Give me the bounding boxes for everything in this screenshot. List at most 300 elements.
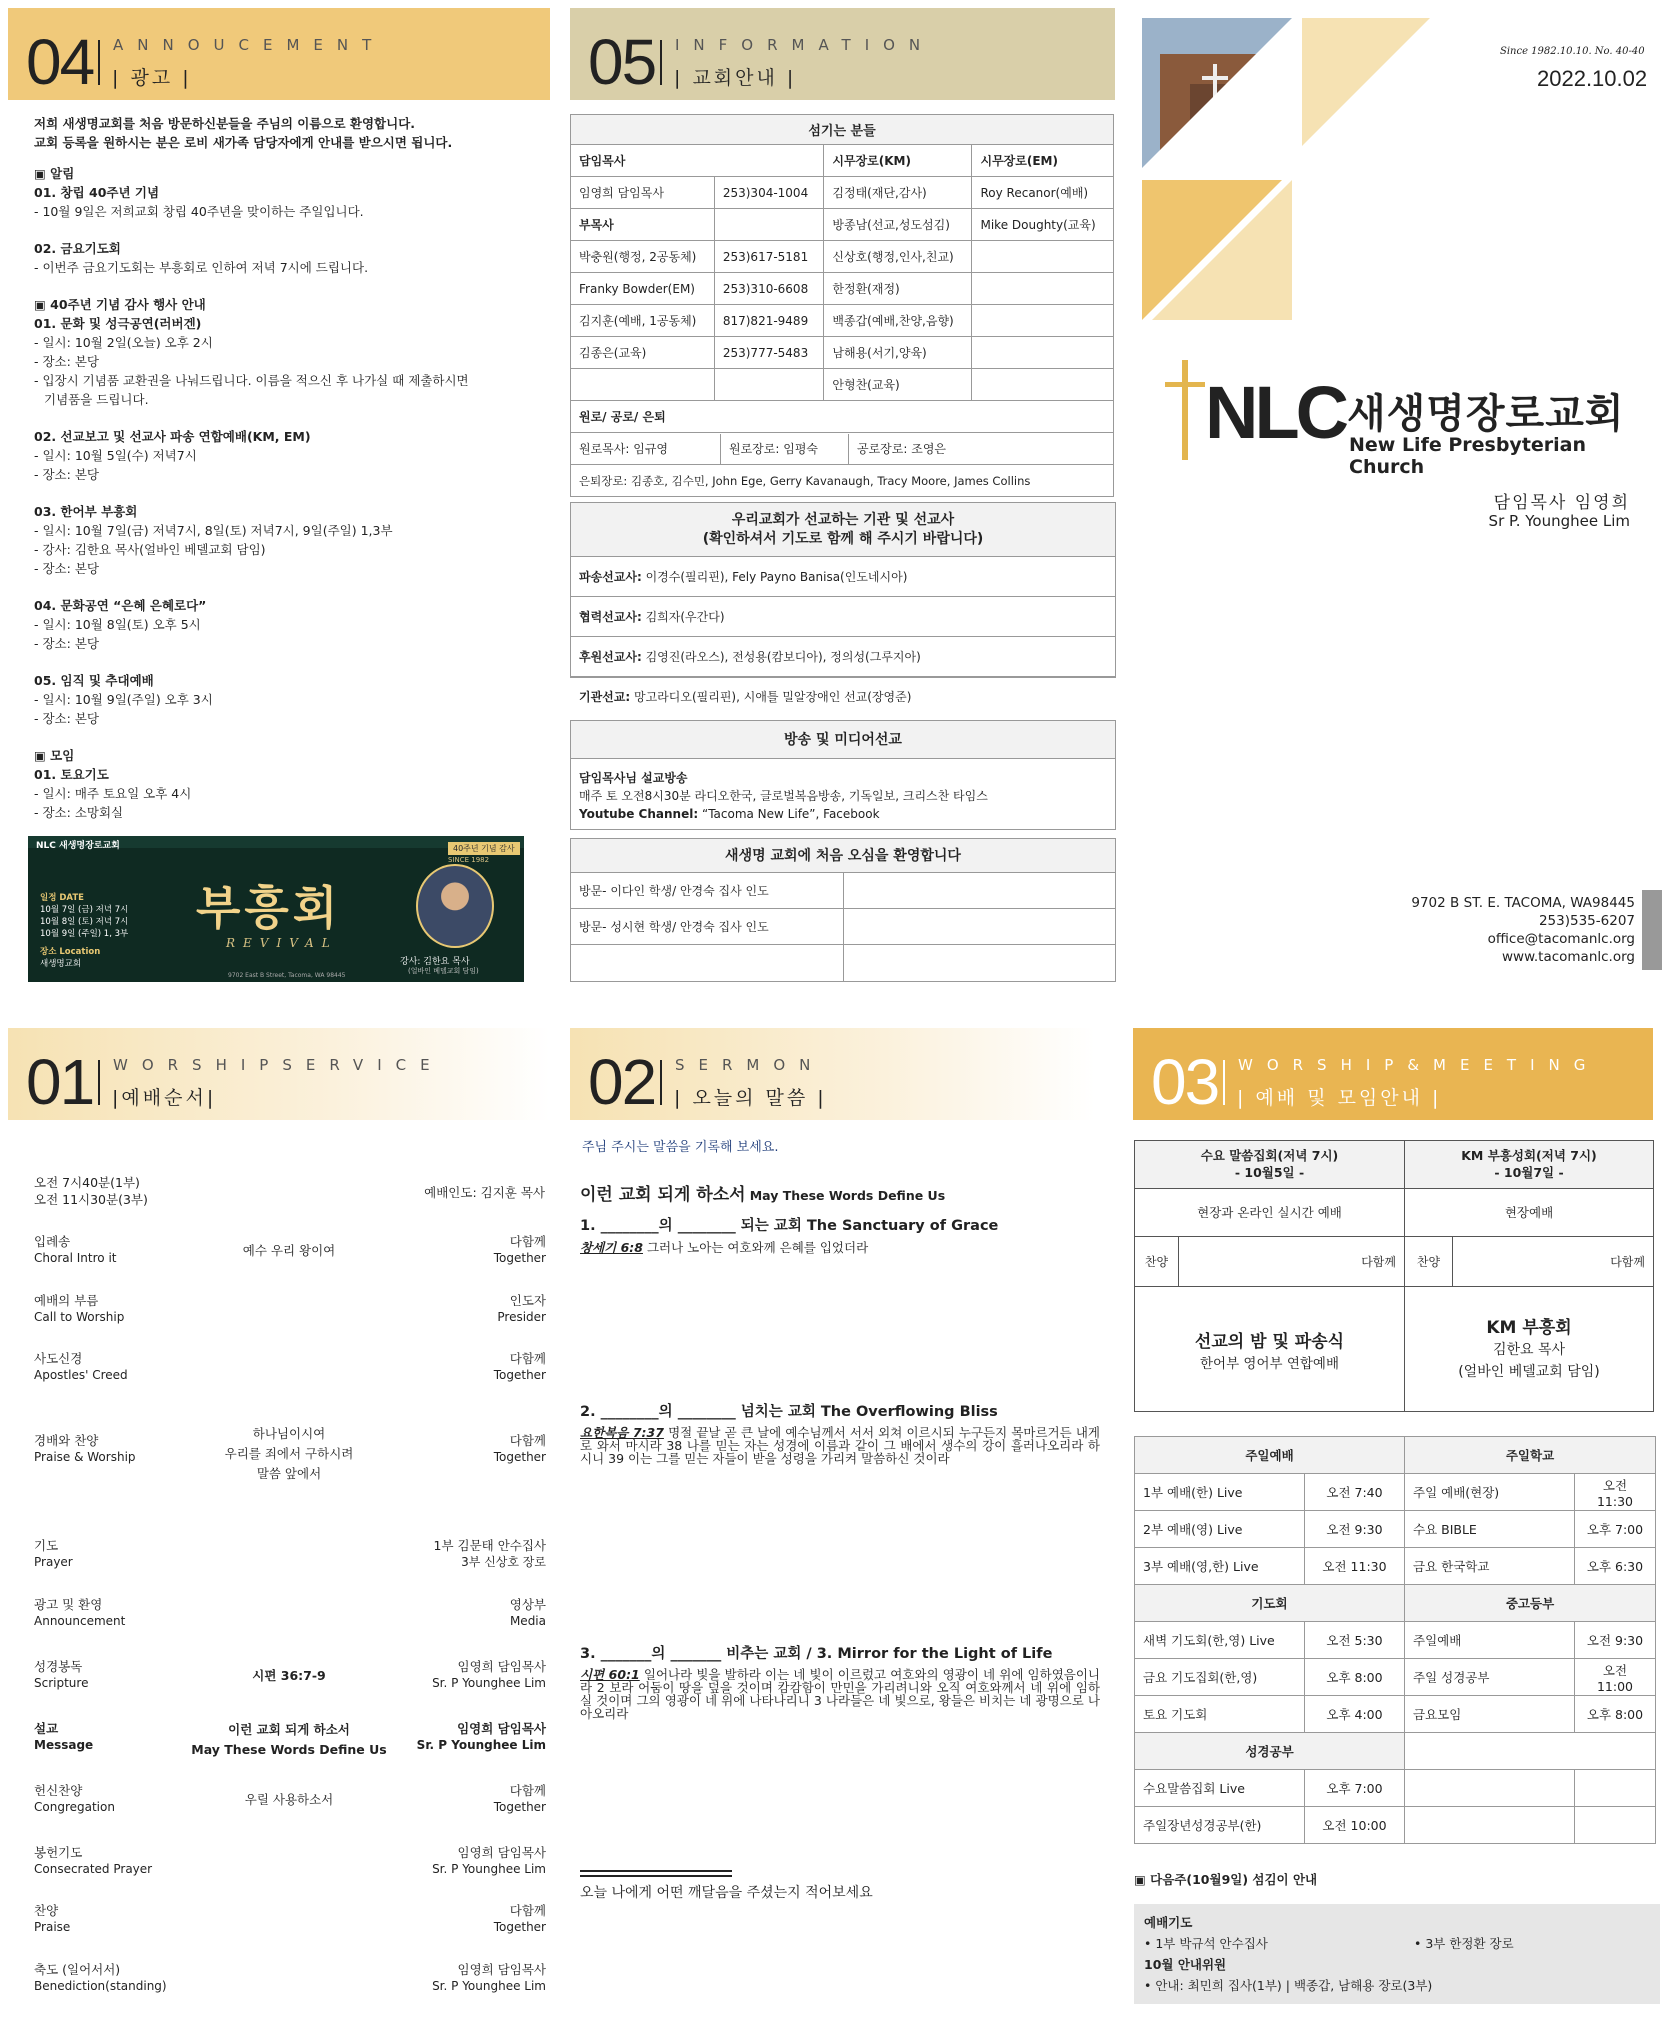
- section-number: 05: [588, 26, 656, 98]
- missions-head: [571, 503, 1115, 557]
- schedule-cell: 오전 11:30: [1305, 1548, 1405, 1585]
- point-3: 3. _______의 _______ 비추는 교회 / 3. Mirror for the Light of Life: [580, 1646, 1053, 1662]
- notice-2-title: 02. 금요기도회: [34, 241, 121, 256]
- speaker-photo: [416, 864, 494, 948]
- mission-value: 이경수(필리핀), Fely Payno Banisa(인도네시아): [645, 570, 908, 584]
- section-number: 01: [26, 1046, 94, 1118]
- banner-schedule: [40, 892, 185, 970]
- event-2-title: 02. 선교보고 및 선교사 파송 연합예배(KM, EM): [34, 429, 311, 444]
- worship-item-ko: 축도 (일어서서): [34, 1962, 121, 1977]
- staff-row: [571, 209, 1114, 241]
- worship-item-ko: 설교: [34, 1721, 59, 1736]
- event-2-date: - 10월7일 -: [1494, 1165, 1564, 1180]
- staff-phone: [714, 369, 824, 401]
- staff-cell: [972, 337, 1114, 369]
- worship-item-ko: 입례송: [34, 1234, 71, 1249]
- worship-item: [34, 1596, 546, 1640]
- section-notice: ▣ 알림: [34, 166, 75, 181]
- elder-emeritus-pastor: 원로목사: 임규영: [571, 434, 721, 464]
- revival-banner[interactable]: [28, 836, 524, 982]
- staff-cell: [972, 305, 1114, 337]
- mission-row-1: [571, 557, 1115, 597]
- worship-item-en: Announcement: [34, 1614, 126, 1628]
- event-1-main-sub: 한어부 영어부 연합예배: [1200, 1356, 1339, 1372]
- worship-item: [34, 1902, 546, 1946]
- elder-honorary: 공로장로: 조영은: [857, 442, 947, 456]
- meeting-1-title: 01. 토요기도: [34, 767, 109, 782]
- worship-item: [34, 1720, 546, 1764]
- staff-cell: [972, 241, 1114, 273]
- staff-cell: 안형찬(교육): [824, 369, 972, 401]
- visitor-row: [571, 873, 1115, 909]
- schedule-cell: 오전 11:30: [1575, 1474, 1656, 1511]
- banner-title: 부흥회: [196, 881, 342, 935]
- banner-place: 새생명교회: [40, 959, 82, 969]
- schedule-cell: [1575, 1807, 1656, 1844]
- worship-item-ko: 예배의 부름: [34, 1293, 99, 1308]
- divider: [660, 1060, 662, 1105]
- staff-cell: 한정환(재정): [824, 273, 972, 305]
- schedule-cell: 오후 8:00: [1305, 1659, 1405, 1696]
- banner-logo: NLC 새생명장로교회: [36, 841, 120, 851]
- worship-item-leader-en: Sr. P Younghee Lim: [432, 1979, 546, 1993]
- verse-text: 명절 끝날 곧 큰 날에 예수님께서 서서 외쳐 이르시되 누구든지 목마르거든 내게로 와서 마시라 38 나를 믿는 자는 성경에 이름과 같이 그 배에서 생수의 강이 흘러나오리라 하시니 39 이는 그를 믿는 자들이 받을 성령을 가리켜 말씀하신 것이라: [580, 1425, 1100, 1466]
- church-address: 9702 B ST. E. TACOMA, WA98445: [1411, 895, 1635, 911]
- staff-title: 섬기는 분들: [571, 115, 1114, 145]
- banner-place-label: 장소 Location: [40, 947, 101, 957]
- write-line-2: [580, 1875, 732, 1877]
- worship-item-en: Congregation: [34, 1800, 115, 1814]
- staff-cell: 신상호(행정,인사,친교): [824, 241, 972, 273]
- staff-cell: Mike Doughty(교육): [972, 209, 1114, 241]
- schedule-cell: 오전 5:30: [1305, 1622, 1405, 1659]
- notice-1-text: - 10월 9일은 저희교회 창립 40주년을 맞이하는 주일입니다.: [34, 204, 364, 219]
- staff-phone: 817)821-9489: [714, 305, 824, 337]
- schedule-cell: [1405, 1770, 1575, 1807]
- staff-cell: Franky Bowder(EM): [571, 273, 715, 305]
- elder-head: 원로/ 공로/ 은퇴: [571, 401, 1114, 433]
- verse-ref: 요한복음 7:37: [580, 1425, 664, 1440]
- banner-subtitle: REVIVAL: [226, 936, 338, 950]
- staff-cell: [972, 369, 1114, 401]
- worship-item: [34, 1658, 546, 1702]
- mission-row-3: [571, 637, 1115, 677]
- banner-since: SINCE 1982: [448, 856, 490, 864]
- divider: [1223, 1060, 1225, 1105]
- sermon-title: 이런 교회 되게 하소서: [580, 1185, 746, 1205]
- col-elders-km: 시무장로(KM): [824, 145, 972, 177]
- event-2-main-title: KM 부흥회: [1486, 1318, 1572, 1338]
- information-header: [570, 8, 1115, 100]
- event-2-speaker-sub: (얼바인 베델교회 담임): [1458, 1364, 1600, 1380]
- schedule-table: [1134, 1436, 1656, 1844]
- missions-title: 우리교회가 선교하는 기관 및 선교사: [731, 512, 955, 528]
- event-1-head: [1135, 1141, 1405, 1189]
- guide-1: • 안내: 최민희 집사(1부) | 백종갑, 남해용 장로(3부): [1144, 1978, 1433, 1993]
- section-ko-title: |예배순서|: [112, 1087, 217, 1109]
- guide-heading: 10월 안내위원: [1144, 1957, 1227, 1972]
- staff-cell: [571, 369, 715, 401]
- section-number: 04: [26, 26, 94, 98]
- missions-box: [570, 502, 1116, 704]
- visitors-box: [570, 838, 1116, 982]
- section-en-title: WORSHIP&MEETING: [1238, 1056, 1600, 1074]
- worship-item-en: Scripture: [34, 1676, 89, 1690]
- schedule-cell: 수요 BIBLE: [1405, 1511, 1575, 1548]
- pastor-name-en: Sr P. Younghee Lim: [1488, 512, 1630, 530]
- staff-cell: 방종남(선교,성도섬김): [824, 209, 972, 241]
- schedule-cell: 오전 7:40: [1305, 1474, 1405, 1511]
- staff-cell: Roy Recanor(예배): [972, 177, 1114, 209]
- church-phone: 253)535-6207: [1538, 913, 1635, 929]
- schedule-cell: 금요모임: [1405, 1696, 1575, 1733]
- staff-cell: 남해용(서기,양육): [824, 337, 972, 369]
- worship-item-leader: 인도자: [509, 1293, 546, 1308]
- worship-item: [34, 1537, 546, 1581]
- worship-item-content-3: 말씀 앞에서: [256, 1466, 322, 1481]
- worship-item-en: Choral Intro it: [34, 1251, 117, 1265]
- section-ko-title: | 교회안내 |: [674, 67, 797, 89]
- event-2-speaker: 김한요 목사: [1492, 1342, 1566, 1358]
- staff-row: [571, 177, 1114, 209]
- verse-text: 일어나라 빛을 발하라 이는 네 빛이 이르렀고 여호와의 영광이 네 위에 임하였음이니라 2 보라 어둠이 땅을 덮을 것이며 캄캄함이 만민을 가리려니와 오직 여호와께서 네 위에 임하실 것이며 그의 영광이 네 위에 나타나리니 3 나라들은 네 빛으로, 왕들은 비치는 네 광명으로 나아오리라: [580, 1667, 1100, 1721]
- mission-value: 김희자(우간다): [645, 610, 725, 624]
- sermon-title-line: [580, 1180, 945, 1205]
- worship-item-content-1: 예수 우리 왕이여: [242, 1243, 336, 1258]
- worship-item-leader-en: Sr. P Younghee Lim: [432, 1676, 546, 1690]
- schedule-cell: 금요 한국학교: [1405, 1548, 1575, 1585]
- hymn-label-1: 찬양: [1135, 1237, 1179, 1287]
- worship-item-en: Call to Worship: [34, 1310, 125, 1324]
- church-website[interactable]: www.tacomanlc.org: [1501, 949, 1635, 965]
- sermon-title-en: May These Words Define Us: [749, 1188, 946, 1203]
- announcement-body: [34, 114, 544, 822]
- write-line-1: [580, 1870, 732, 1872]
- point-1: 1. ________의 ________ 되는 교회 The Sanctuary of Grace: [580, 1218, 999, 1234]
- mission-label: 후원선교사:: [579, 650, 642, 664]
- mission-row-4: [571, 677, 1115, 717]
- schedule-cell: 토요 기도회: [1135, 1696, 1305, 1733]
- divider: [98, 40, 100, 85]
- worship-item-leader-en: 3부 신상호 장로: [461, 1555, 546, 1569]
- worship-item-leader: 다함께: [509, 1783, 546, 1798]
- section-number: 02: [588, 1046, 656, 1118]
- event-1-main-title: 선교의 밤 및 파송식: [1194, 1332, 1345, 1352]
- special-events: [1134, 1140, 1654, 1412]
- worship-item-leader-en: Media: [509, 1614, 546, 1628]
- worship-item-content-1: 이런 교회 되게 하소서: [228, 1722, 350, 1737]
- banner-date-1: 10월 7일 (금) 저녁 7시: [40, 905, 129, 915]
- event-1-note: - 입장시 기념품 교환권을 나눠드립니다. 이름을 적으신 후 나가실 때 제출하시면: [34, 373, 469, 388]
- worship-item-ko: 성경봉독: [34, 1659, 83, 1674]
- staff-phone: 253)304-1004: [714, 177, 824, 209]
- banner-date-3: 10월 9일 (주일) 1, 3부: [40, 929, 129, 939]
- worship-item-ko: 헌신찬양: [34, 1783, 83, 1798]
- meeting-1-date: - 일시: 매주 토요일 오후 4시: [34, 786, 192, 801]
- event-2-date: - 일시: 10월 5일(수) 저녁7시: [34, 448, 197, 463]
- staff-cell: 김종은(교육): [571, 337, 715, 369]
- mission-value: 망고라디오(필리핀), 시애틀 밀알장애인 선교(장영준): [634, 690, 912, 704]
- pray-row: [1144, 1933, 1650, 1954]
- event-5-date: - 일시: 10월 9일(주일) 오후 3시: [34, 692, 213, 707]
- worship-header: [8, 1028, 550, 1120]
- schedule-cell: 오후 7:00: [1305, 1770, 1405, 1807]
- schedule-head-right: 중고등부: [1405, 1585, 1656, 1622]
- worship-item-content-2: May These Words Define Us: [191, 1742, 387, 1757]
- event-1-title: 수요 말씀집회(저녁 7시): [1200, 1148, 1339, 1163]
- mission-value: 김영진(라오스), 전성용(캄보디아), 정의성(그루지아): [645, 650, 921, 664]
- worship-item: [34, 1292, 546, 1336]
- youtube-value: “Tacoma New Life”, Facebook: [698, 807, 880, 821]
- worship-item-en: Consecrated Prayer: [34, 1862, 153, 1876]
- media-line-3: [579, 805, 1107, 823]
- banner-date-label: 일정 DATE: [40, 893, 84, 903]
- edge-tab: [1642, 890, 1662, 970]
- visitor-row: [571, 945, 1115, 981]
- logo-cross-horizontal: [1165, 382, 1205, 387]
- media-line-2: 매주 토 오전8시30분 라디오한국, 글로벌복음방송, 기독일보, 크리스찬 타임스: [579, 789, 988, 803]
- youtube-label: Youtube Channel:: [579, 807, 699, 821]
- worship-item-leader-en: Sr. P Younghee Lim: [432, 1862, 546, 1876]
- staff-cell: 박충원(행정, 2공동체): [571, 241, 715, 273]
- worship-item-leader: 다함께: [509, 1903, 546, 1918]
- staff-table: [570, 114, 1114, 497]
- church-email[interactable]: office@tacomanlc.org: [1487, 931, 1635, 947]
- event-3-date: - 일시: 10월 7일(금) 저녁7시, 8일(토) 저녁7시, 9일(주일) 1,3부: [34, 523, 393, 538]
- media-head: 방송 및 미디어선교: [571, 721, 1115, 759]
- event-1-title: 01. 문화 및 성극공연(러버겐): [34, 316, 202, 331]
- media-body: [571, 759, 1115, 833]
- staff-phone: 253)310-6608: [714, 273, 824, 305]
- schedule-head-left: 주일예배: [1135, 1437, 1405, 1474]
- schedule-cell: [1405, 1807, 1575, 1844]
- point-3-verse: [580, 1668, 1100, 1720]
- worship-item-leader-en: Sr. P Younghee Lim: [416, 1738, 546, 1752]
- church-logo: [1165, 360, 1645, 478]
- logo-cross-vertical: [1182, 360, 1188, 460]
- schedule-cell: 오후 6:30: [1575, 1548, 1656, 1585]
- staff-cell: 김정태(재단,감사): [824, 177, 972, 209]
- worship-item-leader-en: Together: [493, 1920, 546, 1934]
- event-3-speaker: - 강사: 김한요 목사(얼바인 베델교회 담임): [34, 542, 266, 557]
- sermon-header: [570, 1028, 1095, 1120]
- worship-item-leader: 다함께: [509, 1351, 546, 1366]
- schedule-head-bible: 성경공부: [1135, 1733, 1405, 1770]
- cross-horizontal: [1202, 76, 1228, 80]
- worship-item: [34, 1782, 546, 1826]
- next-week-heading: [1134, 1870, 1317, 1888]
- worship-item: [34, 1350, 546, 1394]
- divider: [660, 40, 662, 85]
- worship-item: [34, 1961, 546, 2005]
- pray-1: • 1부 박규석 안수집사: [1144, 1936, 1268, 1951]
- point-1-verse: [580, 1240, 1100, 1255]
- pray-2: • 3부 한정환 장로: [1414, 1936, 1514, 1951]
- church-name-ko: 새생명장로교회: [1347, 391, 1625, 437]
- event-4-date: - 일시: 10월 8일(토) 오후 5시: [34, 617, 201, 632]
- event-1-main: [1135, 1287, 1405, 1411]
- schedule-cell: 수요말씀집회 Live: [1135, 1770, 1305, 1807]
- banner-date-2: 10월 8일 (토) 저녁 7시: [40, 917, 129, 927]
- cover-date: 2022.10.02: [1537, 66, 1648, 91]
- visitor-name: 방문- 이다인 학생/ 안경숙 집사 인도: [571, 873, 844, 908]
- event-1-sub: 현장과 온라인 실시간 예배: [1135, 1189, 1405, 1237]
- worship-item-leader: 영상부: [509, 1597, 546, 1612]
- worship-item-en: Apostles' Creed: [34, 1368, 128, 1382]
- worship-item-leader-en: Presider: [497, 1310, 546, 1324]
- write-prompt: 오늘 나에게 어떤 깨달음을 주셨는지 적어보세요: [580, 1885, 873, 1901]
- worship-item-en: Prayer: [34, 1555, 73, 1569]
- worship-item-leader-en: Together: [493, 1368, 546, 1382]
- staff-phone: 253)777-5483: [714, 337, 824, 369]
- schedule-cell: 오후 7:00: [1575, 1511, 1656, 1548]
- worship-item-en: Praise & Worship: [34, 1450, 136, 1464]
- next-week-box: [1134, 1904, 1660, 2004]
- staff-cell: 임영희 담임목사: [571, 177, 715, 209]
- worship-item-ko: 찬양: [34, 1903, 59, 1918]
- event-1-note-2: 기념품을 드립니다.: [44, 392, 149, 407]
- schedule-cell: 오후 4:00: [1305, 1696, 1405, 1733]
- section-en-title: INFORMATION: [675, 36, 935, 54]
- staff-row: [571, 305, 1114, 337]
- next-week-title: ▣ 다음주(10월9일) 섬김이 안내: [1134, 1872, 1318, 1887]
- schedule-cell: 3부 예배(영,한) Live: [1135, 1548, 1305, 1585]
- schedule-cell: [1575, 1770, 1656, 1807]
- worship-item-ko: 광고 및 환영: [34, 1597, 103, 1612]
- verse-text: 그러나 노아는 여호와께 은혜를 입었더라: [646, 1240, 869, 1255]
- media-box: [570, 720, 1116, 830]
- retired-elders: 은퇴장로: 김종호, 김수민, John Ege, Gerry Kavanaugh, Tracy Moore, James Collins: [571, 465, 1114, 497]
- point-2-verse: [580, 1426, 1100, 1465]
- cover-shapes: [1140, 14, 1440, 334]
- hymn-value-2: 다함께: [1453, 1237, 1653, 1287]
- visitor-name: 방문- 성시현 학생/ 안경숙 집사 인도: [571, 909, 844, 944]
- event-2-title: KM 부흥성회(저녁 7시): [1461, 1148, 1597, 1163]
- staff-cell: 부목사: [571, 209, 715, 241]
- schedule-cell: 새벽 기도회(한,영) Live: [1135, 1622, 1305, 1659]
- worship-item-content-2: 우리를 죄에서 구하시려: [224, 1446, 354, 1461]
- meeting-1-place: - 장소: 소망회실: [34, 805, 124, 820]
- banner-speaker-sub: (얼바인 베델교회 담임): [408, 967, 479, 975]
- schedule-head-left: 기도회: [1135, 1585, 1405, 1622]
- worship-item-leader: 임영희 담임목사: [457, 1721, 546, 1736]
- weekly-schedule: [1134, 1436, 1656, 1856]
- mission-label: 파송선교사:: [579, 570, 642, 584]
- schedule-cell: 오전 9:30: [1305, 1511, 1405, 1548]
- mission-label: 협력선교사:: [579, 610, 642, 624]
- section-ko-title: | 오늘의 말씀 |: [674, 1087, 827, 1109]
- service-time-1: 오전 7시40분(1부): [34, 1175, 140, 1190]
- section-en-title: WORSHIPSERVICE: [113, 1056, 444, 1074]
- light-triangle: [1302, 18, 1430, 146]
- banner-speaker: 강사: 김한요 목사: [400, 957, 470, 967]
- media-line-1: 담임목사님 설교방송: [579, 771, 688, 785]
- worship-item-leader: 임영희 담임목사: [457, 1845, 546, 1860]
- worship-item: [34, 1844, 546, 1888]
- schedule-cell: 2부 예배(영) Live: [1135, 1511, 1305, 1548]
- worship-item-leader: 임영희 담임목사: [457, 1962, 546, 1977]
- col-elders-em: 시무장로(EM): [972, 145, 1114, 177]
- event-5-place: - 장소: 본당: [34, 711, 99, 726]
- worship-item-ko: 사도신경: [34, 1351, 83, 1366]
- worship-item: [34, 1233, 546, 1277]
- schedule-cell: 오전 10:00: [1305, 1807, 1405, 1844]
- notice-2-text: - 이번주 금요기도회는 부흥회로 인하여 저녁 7시에 드립니다.: [34, 260, 369, 275]
- banner-badge: 40주년 기념 감사: [448, 842, 520, 855]
- worship-item-content-1: 시편 36:7-9: [252, 1668, 326, 1683]
- event-4-title: 04. 문화공연 “은혜 은혜로다”: [34, 598, 207, 613]
- mission-row-2: [571, 597, 1115, 637]
- hymn-label-2: 찬양: [1405, 1237, 1453, 1287]
- staff-cell: 김지훈(예배, 1공동체): [571, 305, 715, 337]
- worship-item-ko: 봉헌기도: [34, 1845, 83, 1860]
- worship-item-leader-en: Together: [493, 1800, 546, 1814]
- worship-item-leader: 1부 김문태 안수집사: [433, 1538, 546, 1553]
- event-2-head: [1405, 1141, 1653, 1189]
- missions-subtitle: (확인하셔서 기도로 함께 해 주시기 바랍니다): [702, 531, 984, 547]
- staff-row: [571, 369, 1114, 401]
- meeting-header: [1133, 1028, 1653, 1120]
- worship-item-en: Praise: [34, 1920, 71, 1934]
- section-en-title: ANNOUCEMENT: [113, 36, 386, 54]
- sermon-intro: 주님 주시는 말씀을 기록해 보세요.: [582, 1140, 779, 1155]
- notice-1-title: 01. 창립 40주년 기념: [34, 185, 160, 200]
- schedule-cell: 주일예배: [1405, 1622, 1575, 1659]
- event-3-title: 03. 한어부 부흥회: [34, 504, 138, 519]
- section-en-title: SERMON: [675, 1056, 825, 1074]
- event-2-place: - 장소: 본당: [34, 467, 99, 482]
- worship-item-leader: 다함께: [509, 1433, 546, 1448]
- event-2-main: [1405, 1287, 1653, 1411]
- pray-heading: 예배기도: [1144, 1915, 1193, 1930]
- schedule-cell: 주일장년성경공부(한): [1135, 1807, 1305, 1844]
- schedule-cell: 오전 9:30: [1575, 1622, 1656, 1659]
- worship-item-content-1: 하나님이시여: [252, 1426, 326, 1441]
- schedule-cell: 금요 기도집회(한,영): [1135, 1659, 1305, 1696]
- cover-since: Since 1982.10.10. No. 40-40: [1500, 46, 1645, 57]
- banner-address: 9702 East B Street, Tacoma, WA 98445: [228, 972, 346, 979]
- point-2: 2. ________의 ________ 넘치는 교회 The Overflowing Bliss: [580, 1404, 998, 1420]
- section-ko-title: | 예배 및 모임안내 |: [1237, 1087, 1442, 1109]
- schedule-cell: 주일 성경공부: [1405, 1659, 1575, 1696]
- worship-item-leader: 임영희 담임목사: [457, 1659, 546, 1674]
- service-leader: 예배인도: 김지훈 목사: [424, 1185, 545, 1200]
- announcement-header: [8, 8, 550, 100]
- visitor-name: [571, 945, 844, 981]
- welcome-line-1: 저희 새생명교회를 처음 방문하신분들을 주님의 이름으로 환영합니다.: [34, 116, 416, 131]
- schedule-cell: 오후 8:00: [1575, 1696, 1656, 1733]
- worship-item-ko: 경배와 찬양: [34, 1433, 99, 1448]
- staff-cell: [972, 273, 1114, 305]
- schedule-cell: 1부 예배(한) Live: [1135, 1474, 1305, 1511]
- elder-emeritus-elder: 원로장로: 임평숙: [721, 434, 849, 464]
- staff-row: [571, 273, 1114, 305]
- worship-item: [34, 1426, 546, 1481]
- welcome-line-2: 교회 등록을 원하시는 분은 로비 새가족 담당자에게 안내를 받으시면 됩니다.: [34, 135, 453, 150]
- church-name-en: New Life Presbyterian Church: [1349, 434, 1587, 478]
- schedule-cell: 주일 예배(현장): [1405, 1474, 1575, 1511]
- section-meeting: ▣ 모임: [34, 748, 75, 763]
- schedule-head-right: 주일학교: [1405, 1437, 1656, 1474]
- cover-graphic: [1140, 14, 1440, 334]
- event-1-place: - 장소: 본당: [34, 354, 99, 369]
- worship-item-en: Message: [34, 1738, 94, 1752]
- mission-label: 기관선교:: [579, 690, 631, 704]
- worship-item-leader: 다함께: [509, 1234, 546, 1249]
- section-anniversary: ▣ 40주년 기념 감사 행사 안내: [34, 297, 206, 312]
- elder-row: [571, 433, 1114, 465]
- event-1-date: - 일시: 10월 2일(오늘) 오후 2시: [34, 335, 213, 350]
